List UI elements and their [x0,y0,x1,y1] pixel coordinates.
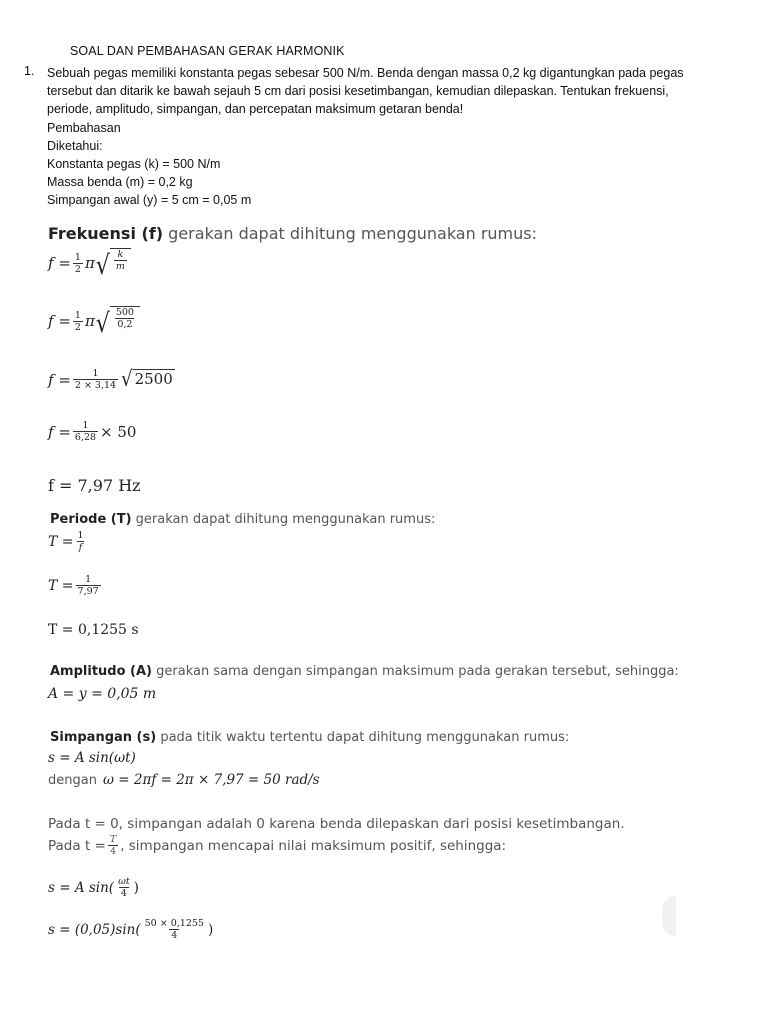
periode-heading-rest: gerakan dapat dihitung menggunakan rumus: [131,512,436,527]
scroll-edge-decoration [662,896,676,936]
simpangan-eq3: s = (0,05)sin( $\frac{50 \times 0,1255}{4}$ ) [48,918,214,941]
t4-prefix: Pada t = [48,837,106,854]
frekuensi-heading-rest: gerakan dapat dihitung menggunakan rumus: [163,224,537,243]
frekuensi-heading-bold: Frekuensi (f) [48,224,164,243]
t0-line: Pada t = 0, simpangan adalah 0 karena benda dilepaskan dari posisi kesetimbangan. [48,816,625,832]
periode-eq2 [48,574,103,597]
eq-lhs: f = [48,370,71,389]
periode-heading-bold: Periode (T) [50,512,132,527]
fraction: $\frac{1}{2 \times 3,14}$ [74,368,117,391]
eq-lhs: f = [48,254,71,272]
periode-eq1 [48,530,88,553]
dengan-text: dengan [48,772,97,788]
fraction: $\frac{1}{2}$ [74,251,81,275]
amplitudo-eq: A = y = 0,05 m [48,686,157,702]
intro-line: Pembahasan [47,120,121,135]
periode-heading [50,512,750,527]
eq-lhs: s = (0,05)sin( [48,921,141,938]
eq-lhs: T = [48,533,74,550]
frekuensi-eq3 [48,368,175,391]
page-title: SOAL DAN PEMBAHASAN GERAK HARMONIK [70,44,345,58]
question-intro [47,64,727,210]
amplitudo-heading [50,664,750,679]
simpangan-heading-rest: pada titik waktu tertentu dapat dihitung menggunakan rumus: [156,730,570,745]
square-root: √ 2500 [121,366,173,392]
eq-rest: × 50 [100,422,137,441]
intro-line: tersebut dan ditarik ke bawah sejauh 5 cm dari posisi kesetimbangan, kemudian dilepaskan. Tentukan frekuensi, [47,84,669,99]
frekuensi-heading [48,224,748,243]
fraction: $\frac{\omega t}{4}$ [118,876,130,899]
t4-suffix: , simpangan mencapai nilai maksimum positif, sehingga: [120,837,507,854]
intro-line: Konstanta pegas (k) = 500 N/m [47,157,221,172]
intro-line: Massa benda (m) = 0,2 kg [47,175,193,190]
frekuensi-eq4 [48,420,136,443]
square-root: √ $\frac{k}{m}$ [96,248,131,278]
amplitudo-heading-rest: gerakan sama dengan simpangan maksimum pada gerakan tersebut, sehingga: [152,664,679,679]
omega-equation: ω = 2πf = 2π × 7,97 = 50 rad/s [102,772,320,788]
question-number: 1. [24,64,35,78]
amplitudo-heading-bold: Amplitudo (A) [50,664,153,679]
frekuensi-result: f = 7,97 Hz [48,476,141,495]
intro-line: Simpangan awal (y) = 5 cm = 0,05 m [47,193,252,208]
simpangan-heading [50,730,750,745]
eq-lhs: T = [48,577,74,594]
simpangan-eq1: s = A sin(ωt) [48,750,136,766]
eq-lhs: f = [48,422,71,441]
pi-symbol: π [84,312,95,330]
eq-lhs: f = [48,312,71,330]
fraction: $\frac{T}{4}$ [109,834,117,857]
fraction: $\frac{50 \times 0,1255}{4}$ [144,918,204,941]
t4-line [48,834,506,857]
periode-result: T = 0,1255 s [48,622,139,638]
intro-line: Sebuah pegas memiliki konstanta pegas sebesar 500 N/m. Benda dengan massa 0,2 kg digantungkan pada pegas [47,66,684,80]
intro-line: Diketahui: [47,138,103,153]
fraction: $\frac{1}{2}$ [74,309,81,333]
omega-line [48,772,320,788]
fraction: $\frac{1}{6,28}$ [74,420,97,443]
fraction: $\frac{1}{7,97}$ [77,574,99,597]
simpangan-eq2: s = A sin( $\frac{\omega t}{4}$ ) [48,876,139,899]
frekuensi-eq2 [48,306,140,340]
intro-line: periode, amplitudo, simpangan, dan percepatan maksimum getaran benda! [47,102,464,117]
eq-lhs: s = A sin( [48,879,115,896]
pi-symbol: π [84,254,95,272]
square-root: √ $\frac{500}{0,2}$ [96,306,140,336]
simpangan-heading-bold: Simpangan (s) [50,730,157,745]
frekuensi-eq1 [48,248,131,282]
fraction: $\frac{1}{f}$ [77,530,84,553]
